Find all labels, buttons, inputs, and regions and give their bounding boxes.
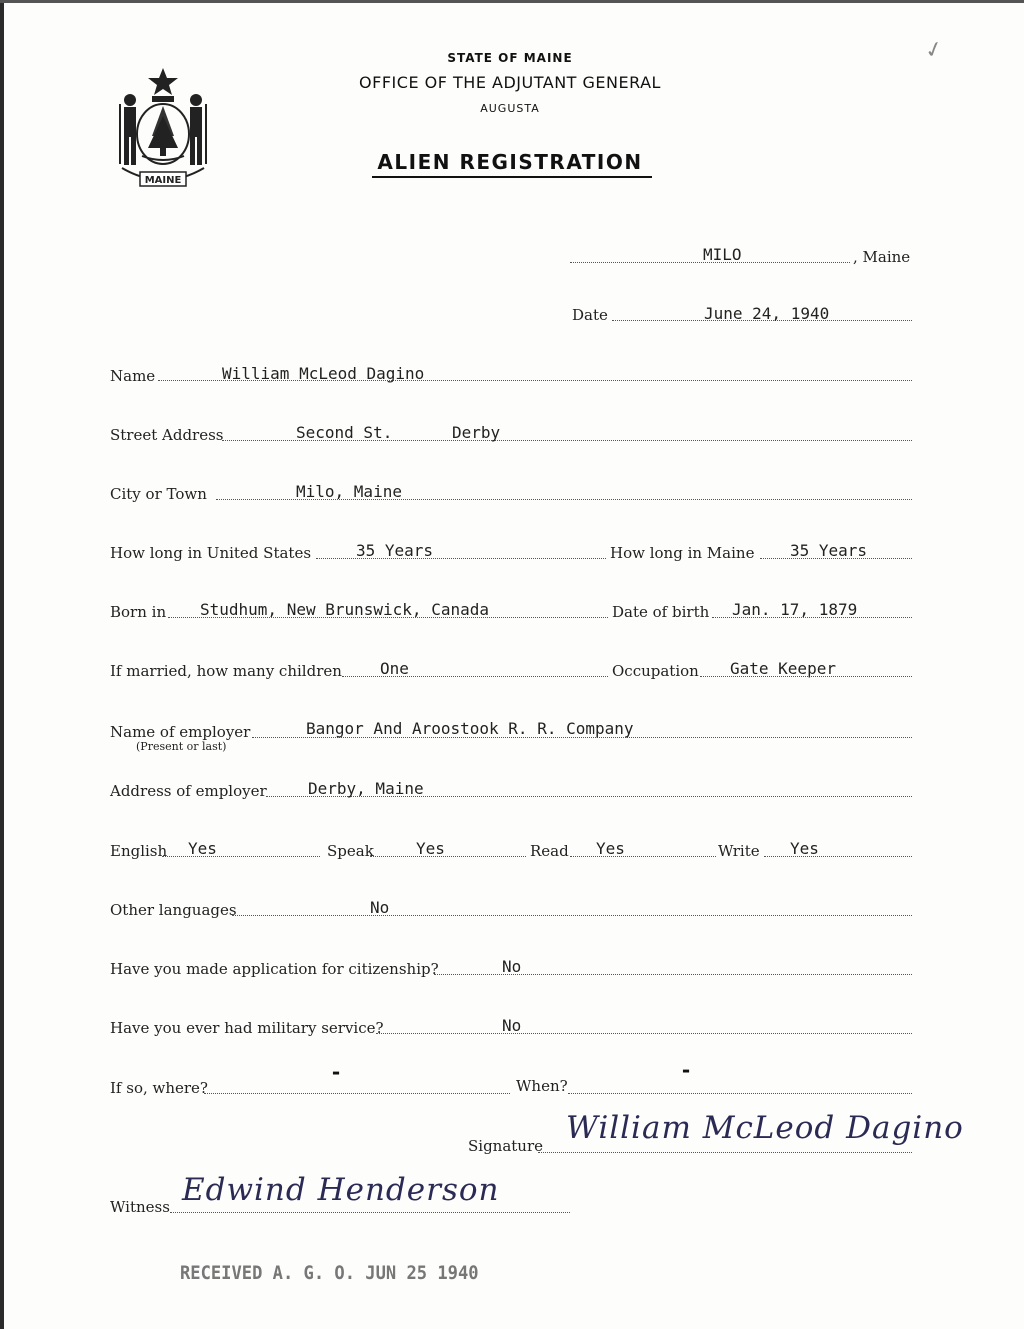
military-value: No [502,1016,522,1035]
military-line [376,1033,912,1034]
us-duration-label: How long in United States [110,544,312,562]
us-duration-value: 35 Years [356,541,434,560]
write-line [764,856,912,857]
employer-address-label: Address of employer [110,782,267,800]
received-stamp: RECEIVED A. G. O. JUN 25 1940 [180,1262,479,1284]
date-label: Date [572,306,608,324]
town-suffix: , Maine [853,248,911,266]
read-value: Yes [596,839,625,858]
header-state: STATE OF MAINE [447,51,573,65]
date-value: June 24, 1940 [704,304,830,323]
signature-handwriting: William McLeod Dagino [566,1110,964,1146]
write-label: Write [718,842,760,860]
when-value: - [680,1058,693,1082]
maine-duration-value: 35 Years [790,541,868,560]
children-value: One [380,659,409,678]
street-value: Second St. [296,423,393,442]
where-label: If so, where? [110,1079,208,1097]
born-value: Studhum, New Brunswick, Canada [200,600,489,619]
other-languages-value: No [370,898,390,917]
employer-value: Bangor And Aroostook R. R. Company [306,719,634,738]
when-label: When? [516,1077,568,1095]
employer-address-value: Derby, Maine [308,779,424,798]
citizenship-value: No [502,957,522,976]
employer-sublabel: (Present or last) [136,740,227,753]
speak-label: Speak [327,842,374,860]
city-label: City or Town [110,485,207,503]
dob-value: Jan. 17, 1879 [732,600,858,619]
other-languages-label: Other languages [110,901,237,919]
scan-edge [0,0,4,1329]
town-value: MILO [703,245,742,264]
employer-label: Name of employer [110,723,251,741]
military-label: Have you ever had military service? [110,1019,384,1037]
witness-line [170,1212,570,1213]
header-city: AUGUSTA [480,102,540,115]
scan-edge-top [0,0,1024,3]
maine-seal-icon [112,64,214,192]
title-underline [372,176,652,178]
speak-line [370,856,526,857]
where-value: - [330,1060,343,1084]
other-languages-line [232,915,912,916]
page-title: ALIEN REGISTRATION [377,150,643,174]
occupation-label: Occupation [612,662,699,680]
when-line [568,1093,912,1094]
speak-value: Yes [416,839,445,858]
signature-label: Signature [468,1137,544,1155]
check-mark: ✓ [922,36,947,65]
english-value: Yes [188,839,217,858]
read-label: Read [530,842,569,860]
name-value: William McLeod Dagino [222,364,425,383]
header-office: OFFICE OF THE ADJUTANT GENERAL [359,73,661,92]
street-label: Street Address [110,426,224,444]
name-label: Name [110,367,156,385]
witness-label: Witness [110,1198,170,1216]
citizenship-label: Have you made application for citizenship? [110,960,439,978]
witness-handwriting: Edwind Henderson [182,1172,500,1208]
street-value-2: Derby [452,423,501,442]
english-label: English [110,842,168,860]
english-line [162,856,320,857]
where-line [204,1093,510,1094]
seal-text: MAINE [144,175,182,186]
dob-label: Date of birth [612,603,710,621]
born-label: Born in [110,603,167,621]
maine-duration-label: How long in Maine [610,544,755,562]
read-line [570,856,716,857]
city-value: Milo, Maine [296,482,402,501]
write-value: Yes [790,839,819,858]
occupation-value: Gate Keeper [730,659,836,678]
signature-line [538,1152,912,1153]
children-label: If married, how many children [110,662,342,680]
